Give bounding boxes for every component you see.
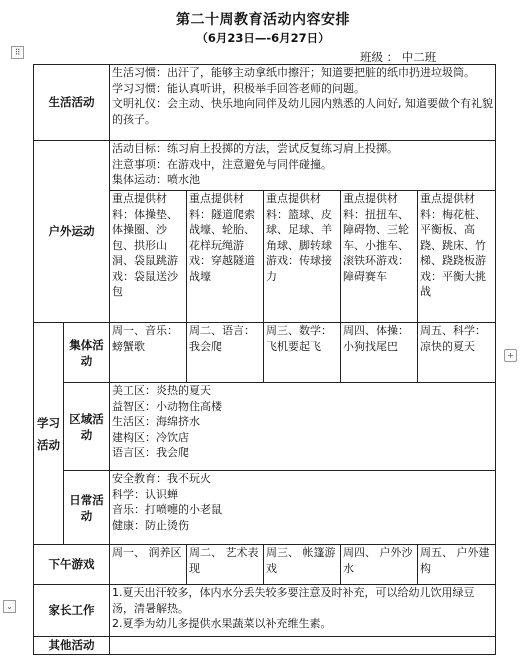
collective-fri bbox=[418, 323, 496, 383]
collapse-chevron-icon[interactable]: ⌄ bbox=[3, 600, 16, 613]
collective-thu bbox=[341, 323, 418, 383]
daily-line: 科学：认识蝉 bbox=[112, 487, 178, 501]
afternoon-fri bbox=[418, 545, 496, 585]
daily-label bbox=[64, 471, 110, 545]
outdoor-fri bbox=[418, 191, 496, 323]
other-row bbox=[34, 637, 496, 655]
other-content[interactable] bbox=[110, 637, 496, 655]
afternoon-tue bbox=[187, 545, 264, 585]
add-column-icon[interactable]: + bbox=[504, 349, 517, 362]
outdoor-wed-text: 重点提供材料：篮球、皮球、足球、羊角球、脚转球游戏：传球接力 bbox=[266, 192, 332, 283]
outdoor-goal: 活动目标：练习肩上投掷的方法，尝试反复练习肩上投掷。 bbox=[112, 142, 398, 155]
class-info: 班级 ： 中二班 bbox=[360, 50, 437, 64]
outdoor-label: 户外运动 bbox=[34, 141, 110, 323]
outdoor-thu-text: 重点提供材料：扭扭车、障碍物、三轮车、小推车、滚铁环游戏：障碍赛车 bbox=[343, 192, 409, 283]
collective-row bbox=[34, 323, 496, 383]
area-line: 生活区：海绵挤水 bbox=[112, 415, 200, 428]
outdoor-tue bbox=[187, 191, 264, 323]
collective-tue-text: 周二、语言：我会爬 bbox=[189, 324, 255, 353]
areas-row bbox=[34, 383, 496, 471]
afternoon-mon-text: 周一、 润养区 bbox=[112, 546, 182, 559]
areas-label bbox=[64, 383, 110, 471]
areas-label-text: 区域活动 bbox=[69, 411, 104, 442]
outdoor-mon bbox=[110, 191, 187, 323]
daily-label-text: 日常活动 bbox=[69, 492, 104, 523]
life-content bbox=[110, 65, 496, 141]
schedule-table bbox=[33, 64, 496, 655]
parents-row bbox=[34, 585, 496, 637]
daily-row bbox=[34, 471, 496, 545]
collective-label-text: 集体活动 bbox=[69, 337, 104, 368]
outdoor-goals bbox=[110, 141, 496, 191]
area-line: 语言区：我会爬 bbox=[112, 446, 189, 459]
outdoor-group: 集体运动：喷水池 bbox=[112, 173, 200, 186]
afternoon-wed bbox=[264, 545, 341, 585]
area-line: 益智区：小动物住高楼 bbox=[112, 399, 222, 413]
area-line: 建构区：冷饮店 bbox=[112, 430, 189, 444]
etiquette: 文明礼仪：会主动、快乐地向同伴及幼儿园内熟悉的人问好, 知道要做个有礼貌的孩子。 bbox=[112, 97, 493, 126]
table-move-handle-icon[interactable]: ⠿ bbox=[11, 46, 24, 59]
study-habit: 学习习惯：能认真听讲，积极举手回答老师的问题。 bbox=[112, 81, 365, 95]
afternoon-row bbox=[34, 545, 496, 585]
page-title: 第二十周教育活动内容安排 bbox=[176, 12, 350, 28]
daily-line: 健康：防止烫伤 bbox=[112, 518, 189, 532]
collective-wed bbox=[264, 323, 341, 383]
collective-thu-text: 周四、体操：小狗找尾巴 bbox=[343, 324, 409, 353]
collective-wed-text: 周三、数学：飞机要起飞 bbox=[266, 324, 332, 353]
outdoor-wed bbox=[264, 191, 341, 323]
learning-label-text: 学习活动 bbox=[37, 415, 60, 452]
date-range: （6月23日—-6月27日） bbox=[196, 31, 330, 45]
afternoon-label: 下午游戏 bbox=[34, 545, 110, 585]
afternoon-tue-text: 周二、 艺术表现 bbox=[189, 546, 259, 575]
other-label: 其他活动 bbox=[34, 637, 110, 655]
parents-content bbox=[110, 585, 496, 637]
collective-label bbox=[64, 323, 110, 383]
afternoon-thu-text: 周四、 户外沙水 bbox=[343, 546, 413, 575]
collective-mon-text: 周一、音乐：螃蟹歌 bbox=[112, 324, 178, 353]
daily-content bbox=[110, 471, 496, 545]
outdoor-note: 注意事项：在游戏中，注意避免与同伴碰撞。 bbox=[112, 157, 332, 171]
daily-line: 安全教育：我不玩火 bbox=[112, 472, 211, 485]
outdoor-fri-text: 重点提供材料：梅花桩、平衡板、高跷、跳床、竹梯、跷跷板游戏：平衡大挑战 bbox=[420, 192, 486, 298]
outdoor-tue-text: 重点提供材料：隧道爬索战壕、轮胎、花样玩绳游戏：穿越隧道战壕 bbox=[189, 192, 255, 283]
life-row bbox=[34, 65, 496, 141]
afternoon-wed-text: 周三、 帐篷游戏 bbox=[266, 546, 336, 575]
parents-line: 2.夏季为幼儿多提供水果蔬菜以补充维生素。 bbox=[112, 617, 332, 630]
outdoor-mon-text: 重点提供材料：体操垫、体操圈、沙包、拱形山洞、袋鼠跳游戏：袋鼠送沙包 bbox=[112, 192, 178, 298]
parents-label: 家长工作 bbox=[34, 585, 110, 637]
area-line: 美工区：炎热的夏天 bbox=[112, 384, 211, 397]
learning-label bbox=[34, 323, 64, 545]
areas-content bbox=[110, 383, 496, 471]
outdoor-thu bbox=[341, 191, 418, 323]
afternoon-mon bbox=[110, 545, 187, 585]
life-label: 生活活动 bbox=[34, 65, 110, 141]
parents-line: 1.夏天出汗较多，体内水分丢失较多要注意及时补充，可以给幼儿饮用绿豆汤，清暑解热。 bbox=[112, 586, 475, 615]
daily-line: 音乐：打喷嚏的小老鼠 bbox=[112, 503, 222, 516]
collective-tue bbox=[187, 323, 264, 383]
collective-fri-text: 周五、科学：凉快的夏天 bbox=[420, 324, 486, 353]
afternoon-fri-text: 周五、 户外建构 bbox=[420, 546, 490, 575]
afternoon-thu bbox=[341, 545, 418, 585]
collective-mon bbox=[110, 323, 187, 383]
outdoor-goals-row bbox=[34, 141, 496, 191]
life-habit: 生活习惯：出汗了，能够主动拿纸巾擦汗；知道要把脏的纸巾扔进垃圾筒。 bbox=[112, 66, 475, 79]
